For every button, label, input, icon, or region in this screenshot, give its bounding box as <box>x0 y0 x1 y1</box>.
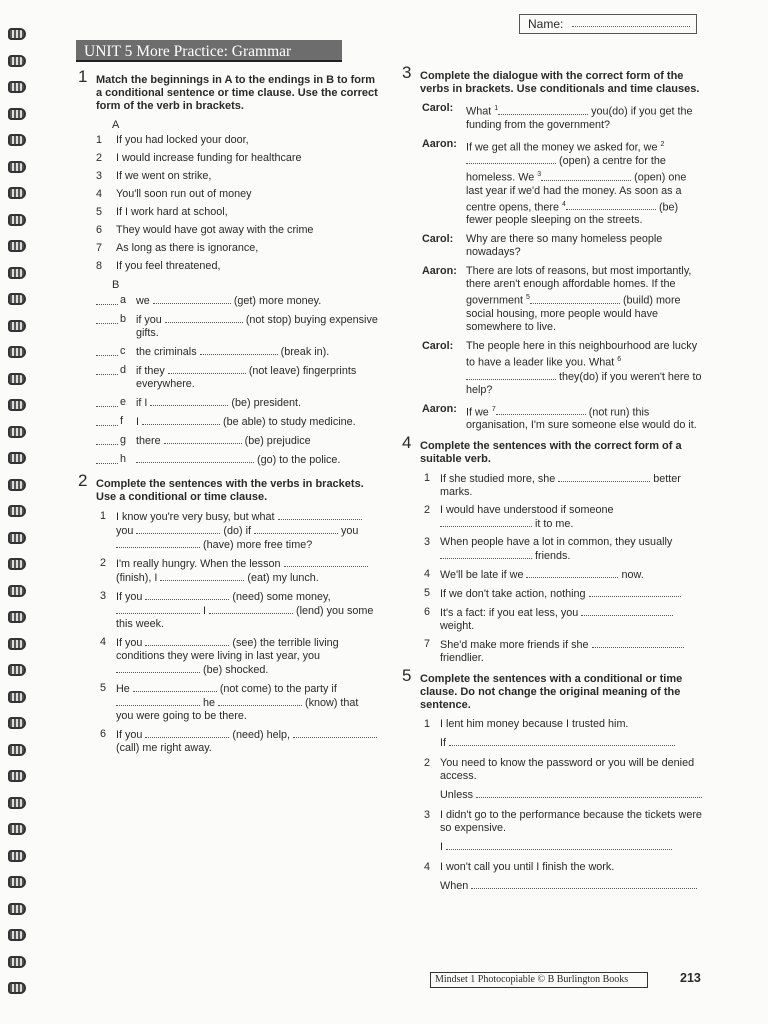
answer-blank[interactable] <box>440 549 532 559</box>
item-text: (see) the terrible living conditions they were living in last year, you <box>116 637 339 662</box>
item-text: I know you're very busy, but what <box>116 511 275 523</box>
answer-blank[interactable] <box>466 154 556 164</box>
dialogue-text: If we <box>466 406 489 419</box>
list-item <box>78 636 378 677</box>
item-number: 2 <box>100 557 107 569</box>
item-text: you <box>116 525 134 537</box>
answer-blank[interactable] <box>116 663 200 673</box>
item-text: I would have understood if someone <box>440 504 614 517</box>
item-text: I'm really hungry. When the lesson <box>116 558 281 570</box>
list-item <box>78 557 378 585</box>
list-item <box>402 587 702 601</box>
item-text: (be able) to study medicine. <box>223 416 356 428</box>
answer-blank[interactable] <box>142 415 220 425</box>
answer-blank[interactable] <box>589 587 681 597</box>
sentence-starter: If <box>440 737 446 750</box>
item-number: 4 <box>424 568 431 581</box>
item-text: (be) president. <box>231 397 302 409</box>
list-item <box>402 536 702 563</box>
item-number: 6 <box>100 728 107 740</box>
answer-line[interactable] <box>449 736 675 746</box>
spiral-ring <box>8 717 26 729</box>
spiral-ring <box>8 55 26 67</box>
item-number: 4 <box>96 188 103 200</box>
spiral-ring <box>8 770 26 782</box>
speaker-name: Carol: <box>422 339 454 352</box>
answer-blank[interactable] <box>592 638 684 648</box>
exercise-4-number: 4 <box>402 433 412 453</box>
spiral-ring <box>8 850 26 862</box>
spiral-ring <box>8 929 26 941</box>
item-text: (know) that you were going to be there. <box>116 697 359 722</box>
item-text: if I <box>136 397 148 409</box>
dialogue-text: If we get all the money we asked for, we <box>466 141 658 154</box>
exercise-1-instruction: Match the beginnings in A to the endings in B to form a conditional sentence or time clause. Use the correct form of the verb in brackets. <box>96 74 378 112</box>
item-text: if you <box>136 314 162 326</box>
item-text: (not leave) fingerprints everywhere. <box>136 365 357 390</box>
item-text: better marks. <box>440 473 681 499</box>
item-text: If we don't take action, nothing <box>440 588 586 601</box>
list-item <box>78 134 378 147</box>
dialogue-text: (open) one last year if we'd had the money. As soon as a centre opens, there <box>466 171 687 214</box>
exercise-4-heading <box>402 433 702 466</box>
page-number: 213 <box>680 971 701 985</box>
spiral-ring <box>8 28 26 40</box>
item-text: If you <box>116 591 143 603</box>
item-text: If I work hard at school, <box>116 206 228 218</box>
answer-blank[interactable] <box>136 524 220 534</box>
item-letter: d <box>120 364 127 376</box>
answer-blank[interactable] <box>581 606 673 616</box>
exercise-5-instruction: Complete the sentences with a conditional or time clause. Do not change the original meaning of the sentence. <box>420 673 683 712</box>
item-text: now. <box>621 569 644 582</box>
list-item <box>78 242 378 255</box>
exercise-2-list <box>78 510 378 755</box>
answer-line[interactable] <box>471 879 697 889</box>
answer-blank[interactable] <box>160 571 244 581</box>
list-item <box>78 682 378 723</box>
item-text: we <box>136 295 150 307</box>
item-text: (be) shocked. <box>203 664 269 676</box>
answer-row <box>402 840 702 854</box>
sentence-starter: Unless <box>440 789 474 802</box>
list-item <box>402 606 702 633</box>
item-text: you <box>341 525 359 537</box>
spiral-ring <box>8 240 26 252</box>
list-item <box>402 472 702 499</box>
item-text: He <box>116 683 130 695</box>
list-item <box>78 345 378 359</box>
spiral-ring <box>8 505 26 517</box>
item-text: You'll soon run out of money <box>116 188 252 200</box>
item-number: 5 <box>424 587 431 600</box>
spiral-ring <box>8 532 26 544</box>
answer-blank[interactable] <box>541 171 631 181</box>
list-item <box>78 453 378 467</box>
speaker-name: Aaron: <box>422 402 457 415</box>
answer-blank[interactable] <box>145 590 229 600</box>
answer-blank[interactable] <box>440 517 532 527</box>
item-number: 1 <box>424 718 431 731</box>
list-item <box>78 294 378 308</box>
item-text: If you had locked your door, <box>116 134 249 146</box>
spiral-ring <box>8 373 26 385</box>
item-text: If we went on strike, <box>116 170 212 182</box>
list-item <box>78 313 378 340</box>
exercise-3-instruction: Complete the dialogue with the correct form of the verbs in brackets. Use conditionals and time clauses. <box>420 70 700 95</box>
item-text: it to me. <box>535 518 574 531</box>
gap-number: 5 <box>526 294 530 302</box>
dialogue-line <box>402 403 702 433</box>
answer-blank[interactable] <box>150 396 228 406</box>
gap-number: 4 <box>562 200 566 208</box>
item-text: She'd make more friends if she <box>440 639 589 652</box>
item-number: 4 <box>424 861 431 874</box>
item-number: 2 <box>424 504 431 517</box>
name-field[interactable] <box>519 14 697 34</box>
match-answer-blank[interactable] <box>96 364 118 375</box>
answer-line[interactable] <box>446 840 672 850</box>
item-text: It's a fact: if you eat less, you <box>440 607 579 620</box>
item-text: When people have a lot in common, they usually <box>440 536 673 549</box>
spiral-ring <box>8 956 26 968</box>
item-text: (do) if <box>223 525 252 537</box>
item-number: 4 <box>100 636 107 648</box>
item-text: You need to know the password or you will be denied access. <box>440 757 695 783</box>
answer-blank[interactable] <box>218 696 302 706</box>
item-letter: g <box>120 434 127 446</box>
spiral-ring <box>8 664 26 676</box>
item-text: We'll be late if we <box>440 569 524 582</box>
answer-blank[interactable] <box>116 604 200 614</box>
spiral-ring <box>8 691 26 703</box>
item-letter: f <box>120 415 123 427</box>
answer-blank[interactable] <box>466 370 556 380</box>
spiral-ring <box>8 876 26 888</box>
item-number: 3 <box>424 536 431 549</box>
dialogue-line <box>402 265 702 334</box>
item-letter: b <box>120 313 127 325</box>
item-text: there <box>136 435 161 447</box>
spiral-ring <box>8 399 26 411</box>
gap-number: 6 <box>617 355 622 363</box>
spiral-ring <box>8 744 26 756</box>
spiral-ring <box>8 267 26 279</box>
item-number: 5 <box>96 206 103 218</box>
spiral-ring <box>8 479 26 491</box>
speaker-name: Carol: <box>422 233 454 246</box>
answer-blank[interactable] <box>168 364 246 374</box>
spiral-ring <box>8 611 26 623</box>
list-item <box>78 434 378 448</box>
item-text: If you feel threatened, <box>116 260 221 272</box>
dialogue-text: The people here in this neighbourhood are lucky to have a leader like you. What <box>466 339 698 369</box>
spiral-ring <box>8 346 26 358</box>
list-item <box>402 757 702 783</box>
answer-blank[interactable] <box>293 728 377 738</box>
exercise-2-instruction: Complete the sentences with the verbs in brackets. Use a conditional or time clause. <box>96 478 364 503</box>
list-item <box>78 364 378 391</box>
item-text: (call) me right away. <box>116 742 212 754</box>
dialogue-text: (build) more social housing, more people would have somewhere to live. <box>466 294 681 333</box>
item-text: If she studied more, she <box>440 473 556 486</box>
list-item <box>78 396 378 410</box>
item-text: I <box>136 416 139 428</box>
item-text: I would increase funding for healthcare <box>116 152 302 164</box>
item-number: 6 <box>96 224 103 236</box>
answer-blank[interactable] <box>558 472 650 482</box>
list-item <box>78 152 378 165</box>
item-text: (need) some money, <box>232 591 331 603</box>
answer-blank[interactable] <box>498 105 588 115</box>
spiral-ring <box>8 426 26 438</box>
answer-blank[interactable] <box>530 294 620 304</box>
spiral-ring <box>8 452 26 464</box>
match-answer-blank[interactable] <box>96 345 118 356</box>
exercise-4-list <box>402 472 702 665</box>
spiral-ring <box>8 81 26 93</box>
match-answer-blank[interactable] <box>96 396 118 407</box>
item-text: If you <box>116 729 143 741</box>
item-number: 3 <box>96 170 103 182</box>
name-line <box>572 26 690 27</box>
item-letter: e <box>120 396 127 408</box>
dialogue-text: (do) if you get the funding from the government? <box>466 105 693 131</box>
spiral-ring <box>8 320 26 332</box>
list-item <box>78 188 378 201</box>
item-text: I won't call you until I finish the work. <box>440 861 615 874</box>
item-letter: a <box>120 294 127 306</box>
exercise-1-heading <box>78 67 378 113</box>
match-answer-blank[interactable] <box>96 415 118 426</box>
spiral-ring <box>8 982 26 994</box>
spiral-ring <box>8 187 26 199</box>
answer-blank[interactable] <box>209 604 293 614</box>
speaker-name: Aaron: <box>422 265 457 278</box>
answer-blank[interactable] <box>566 200 656 210</box>
item-number: 1 <box>96 134 103 146</box>
column-b-list <box>78 294 378 467</box>
match-answer-blank[interactable] <box>96 294 118 305</box>
dialogue-text: you <box>591 105 609 118</box>
dialogue-text: (be) fewer people sleeping on the streets. <box>466 201 679 227</box>
item-text: the criminals <box>136 346 197 358</box>
answer-blank[interactable] <box>254 524 338 534</box>
dialogue-line <box>402 138 702 228</box>
item-number: 3 <box>100 590 107 602</box>
item-number: 1 <box>100 510 107 522</box>
dialogue-text: (open) a centre for the homeless. We <box>466 155 666 184</box>
answer-row <box>402 736 702 750</box>
list-item <box>402 504 702 531</box>
item-text: (have) more free time? <box>203 539 313 551</box>
item-text: They would have got away with the crime <box>116 224 314 236</box>
spiral-ring <box>8 797 26 809</box>
item-number: 3 <box>424 809 431 822</box>
column-a-list <box>78 134 378 273</box>
column-a-label: A <box>112 119 120 131</box>
item-text: (finish), I <box>116 572 158 584</box>
spiral-ring <box>8 638 26 650</box>
item-text: (lend) you some this week. <box>116 605 374 630</box>
item-text: (get) more money. <box>233 295 322 307</box>
list-item <box>78 206 378 219</box>
item-text: if they <box>136 365 165 377</box>
item-number: 2 <box>96 152 103 164</box>
spiral-ring <box>8 134 26 146</box>
item-number: 1 <box>424 472 431 485</box>
item-number: 8 <box>96 260 103 272</box>
item-text: weight. <box>440 620 475 633</box>
answer-blank[interactable] <box>133 682 217 692</box>
item-text: (go) to the police. <box>257 454 341 466</box>
spiral-ring <box>8 558 26 570</box>
item-number: 7 <box>424 638 431 651</box>
speaker-name: Aaron: <box>422 137 457 150</box>
list-item <box>402 718 702 731</box>
list-item <box>78 224 378 237</box>
gap-number: 3 <box>537 171 542 179</box>
item-text: I lent him money because I trusted him. <box>440 718 629 731</box>
item-number: 2 <box>424 757 431 770</box>
list-item <box>78 170 378 183</box>
answer-blank[interactable] <box>116 538 200 548</box>
list-item <box>78 728 378 755</box>
dialogue-text: (not run) this organisation, I'm sure someone else would do it. <box>466 406 697 432</box>
gap-number: 2 <box>660 140 665 148</box>
item-text: (eat) my lunch. <box>247 572 319 584</box>
exercise-2-heading <box>78 471 378 504</box>
name-label: Name: <box>528 17 564 31</box>
item-number: 6 <box>424 606 431 619</box>
gap-number: 7 <box>491 405 496 413</box>
answer-blank[interactable] <box>200 345 278 355</box>
answer-blank[interactable] <box>145 636 229 646</box>
item-text: I didn't go to the performance because the tickets were so expensive. <box>440 809 702 835</box>
item-letter: c <box>120 345 126 357</box>
list-item <box>78 590 378 631</box>
spiral-ring <box>8 585 26 597</box>
copyright-footer: Mindset 1 Photocopiable © B Burlington Books <box>430 972 648 988</box>
spiral-ring <box>8 161 26 173</box>
item-text: (break in). <box>280 346 330 358</box>
dialogue-text: they <box>559 370 580 383</box>
column-b-label: B <box>112 279 120 291</box>
dialogue <box>402 102 702 432</box>
answer-blank[interactable] <box>116 696 200 706</box>
answer-blank[interactable] <box>136 453 254 463</box>
spiral-ring <box>8 293 26 305</box>
dialogue-line <box>402 340 702 397</box>
exercise-5-number: 5 <box>402 666 412 686</box>
item-text: (not stop) buying expensive gifts. <box>136 314 378 339</box>
answer-blank[interactable] <box>153 294 231 304</box>
exercise-2-number: 2 <box>78 471 88 490</box>
left-column <box>78 67 378 760</box>
answer-blank[interactable] <box>526 568 618 578</box>
item-number: 7 <box>96 242 103 254</box>
match-answer-blank[interactable] <box>96 453 118 464</box>
answer-blank[interactable] <box>278 510 362 520</box>
item-text: As long as there is ignorance, <box>116 242 259 254</box>
gap-number: 1 <box>494 105 499 112</box>
exercise-3-heading <box>402 63 702 96</box>
item-text: (not come) to the party if <box>219 683 337 695</box>
dialogue-line <box>402 233 702 259</box>
sentence-starter: I <box>440 841 443 854</box>
answer-blank[interactable] <box>164 434 242 444</box>
list-item <box>402 809 702 835</box>
item-letter: h <box>120 453 127 465</box>
answer-blank[interactable] <box>284 557 368 567</box>
spiral-ring <box>8 214 26 226</box>
match-answer-blank[interactable] <box>96 313 118 324</box>
unit-title: UNIT 5 More Practice: Grammar <box>76 40 342 62</box>
item-text: friends. <box>535 550 571 563</box>
answer-blank[interactable] <box>165 313 243 323</box>
dialogue-line <box>402 102 702 132</box>
dialogue-text: What <box>466 105 492 118</box>
exercise-1-number: 1 <box>78 67 88 86</box>
answer-blank[interactable] <box>145 728 229 738</box>
exercise-3-number: 3 <box>402 63 412 82</box>
answer-blank[interactable] <box>496 405 586 415</box>
list-item <box>402 568 702 582</box>
list-item <box>78 260 378 273</box>
spiral-ring <box>8 108 26 120</box>
item-text: (be) prejudice <box>244 435 311 447</box>
list-item <box>78 415 378 429</box>
spiral-ring <box>8 903 26 915</box>
answer-row <box>402 788 702 802</box>
list-item <box>78 510 378 552</box>
match-answer-blank[interactable] <box>96 434 118 445</box>
dialogue-text: Why are there so many homeless people nowadays? <box>466 233 663 259</box>
right-column <box>402 63 702 900</box>
item-text: friendlier. <box>440 652 484 665</box>
list-item <box>402 861 702 874</box>
sentence-starter: When <box>440 880 469 893</box>
speaker-name: Carol: <box>422 102 454 114</box>
item-text: I <box>203 605 206 617</box>
answer-row <box>402 879 702 893</box>
dialogue-text: (do) if you weren't here to help? <box>466 370 702 396</box>
spiral-ring <box>8 823 26 835</box>
answer-line[interactable] <box>476 788 702 798</box>
exercise-5-heading <box>402 666 702 712</box>
exercise-5-list <box>402 718 702 893</box>
item-number: 5 <box>100 682 107 694</box>
item-text: If you <box>116 637 143 649</box>
item-text: (need) help, <box>232 729 291 741</box>
exercise-4-instruction: Complete the sentences with the correct form of a suitable verb. <box>420 440 682 466</box>
dialogue-text: There are lots of reasons, but most importantly, there aren't enough affordable homes. If the government <box>466 265 692 307</box>
item-text: he <box>203 697 216 709</box>
list-item <box>402 638 702 665</box>
